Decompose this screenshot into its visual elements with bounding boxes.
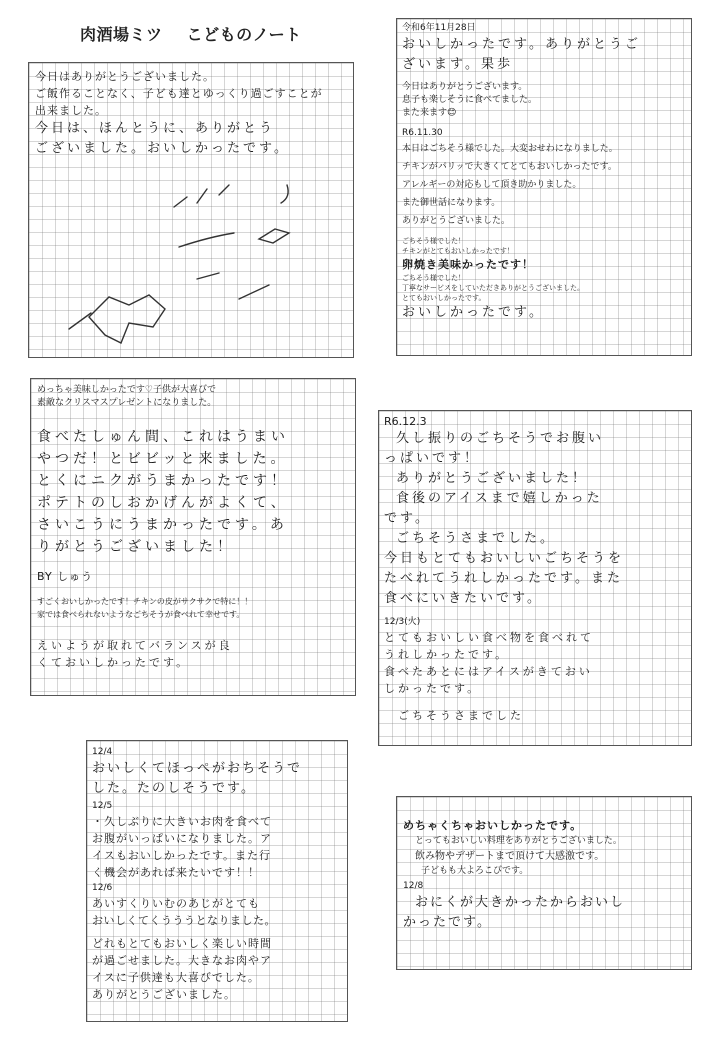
note-page-4	[378, 410, 692, 746]
child-line: しかったです。	[384, 682, 482, 695]
child-drawing	[29, 177, 353, 357]
note-line: 卵焼き美味かったです！	[402, 258, 534, 271]
shop-name: 肉酒場ミツ	[80, 25, 163, 44]
child-line: とくにニクがうまかったです！	[37, 473, 289, 489]
note-date: 12/4	[92, 747, 113, 757]
note-line: 飲み物やデザートまで頂けて大感激です。	[415, 851, 605, 862]
note-date: 12/8	[403, 881, 424, 891]
note-date: R6.12.3	[384, 415, 427, 428]
child-line: やつだ！とビビッと来ました。	[37, 451, 289, 467]
child-line: 今日もとてもおいしいごちそうを	[384, 551, 625, 566]
child-line: かったです。	[403, 915, 492, 930]
child-line: 食後のアイスまで嬉しかった	[396, 491, 603, 506]
child-line: 今日は、ほんとうに、ありがとう	[35, 121, 276, 136]
note-line: また来ます😊	[402, 108, 457, 118]
child-line: ありがとうございました！	[396, 471, 589, 486]
note-line: ご飯作ることなく、子ども達とゆっくり過ごすことが	[35, 87, 323, 100]
note-line: ありがとうございました。	[402, 216, 511, 226]
child-line: おにくが大きかったからおいし	[415, 895, 626, 910]
child-line: くておいしかったです。	[37, 656, 191, 669]
child-line: おいしかったです。ありがとうご	[402, 37, 641, 52]
note-line: チキンがパリッで大きくてとてもおいしかったです。	[402, 162, 617, 172]
note-line: 息子も楽しそうに食べてました。	[402, 95, 538, 105]
child-line: ざいます。果歩	[402, 57, 513, 72]
child-line: おいしくてほっぺがおちそうで	[92, 761, 303, 776]
note-line: めちゃくちゃおいしかったです。	[403, 819, 583, 832]
child-line: ありがとうございました。	[92, 988, 236, 1001]
note-date: 12/5	[92, 801, 113, 811]
page-title	[80, 22, 320, 45]
note-line: また御世話になります。	[402, 198, 501, 208]
note-line: ごちそう様でした！	[402, 237, 465, 245]
child-line: ございました。おいしかったです。	[35, 141, 290, 156]
child-line: うれしかったです。	[384, 648, 510, 661]
child-line: イスに子供達も大喜びでした。	[92, 971, 260, 984]
note-date: 12/3(火)	[384, 617, 421, 627]
note-line: 丁寧なサービスをしていただきありがとうございました。	[402, 284, 584, 292]
note-page-6	[396, 796, 692, 970]
child-line: とてもおいしい食べ物を食べれて	[384, 631, 594, 644]
child-line: あいすくりいむのあじがとても	[92, 897, 260, 910]
note-line: 本日はごちそう様でした。大変おせわになりました。	[402, 144, 618, 154]
note-line: 出来ました。	[35, 104, 107, 117]
note-date: 令和6年11月28日	[402, 23, 476, 33]
note-page-1	[28, 62, 354, 358]
child-line: です。	[384, 511, 431, 526]
note-line: とてもおいしかったです。	[402, 294, 486, 302]
child-line: お腹がいっぱいになりました。ア	[92, 832, 272, 845]
note-line: 今日はありがとうございます。	[402, 82, 528, 92]
child-line: えいようが取れてバランスが良	[37, 639, 233, 652]
child-line: 食べにいきたいです。	[384, 591, 543, 606]
child-line: どれもとてもおいしく楽しい時間	[92, 937, 272, 950]
child-line: ・久しぶりに大きいお肉を食べて	[92, 815, 272, 828]
child-line: っぱいです！	[384, 451, 481, 466]
note-page-3	[30, 378, 356, 696]
child-line: ごちそうさまでした	[398, 709, 524, 722]
signature: BY しゅう	[37, 570, 94, 583]
child-line: さいこうにうまかったです。あ	[37, 517, 288, 533]
note-line: 素敵なクリスマスプレゼントになりました。	[37, 398, 217, 408]
child-line: りがとうございました！	[37, 539, 235, 555]
note-date: R6.11.30	[402, 128, 443, 138]
child-line: 食べたしゅん間、これはうまい	[37, 429, 289, 445]
note-line: アレルギーの対応もして頂き助かりました。	[402, 180, 582, 190]
note-line: 家では食べられないようなごちそうが食べれて幸せです。	[37, 610, 245, 619]
note-date: 12/6	[92, 883, 113, 893]
note-page-5	[86, 740, 348, 1022]
note-line: すごくおいしかったです！チキンの皮がサクサクで特に！！	[37, 597, 253, 606]
notebook-title: こどものノート	[186, 25, 302, 44]
note-line: ごちそう様でした！	[402, 274, 465, 282]
child-line: イスもおいしかったです。また行	[92, 849, 272, 862]
child-line: 食べたあとにはアイスがきておい	[384, 665, 593, 678]
child-line: ごちそうさまでした。	[396, 531, 557, 546]
child-line: く機会があれば来たいです！！	[92, 866, 260, 879]
child-line: おいしくてくうううとなりました。	[92, 914, 276, 927]
note-line: とってもおいしい料理をありがとうございました。	[415, 836, 622, 846]
note-line: めっちゃ美味しかったです♡子供が大喜びで	[37, 385, 216, 395]
child-line: が過ごせました。大きなお肉やア	[92, 954, 272, 967]
child-line: した。たのしそうです。	[92, 781, 256, 796]
child-line: 久し振りのごちそうでお腹い	[396, 431, 605, 446]
child-line: ポテトのしおかげんがよくて、	[37, 495, 289, 511]
child-line: たべれてうれしかったです。また	[384, 571, 623, 586]
note-page-2	[396, 18, 692, 356]
note-line: 今日はありがとうございました。	[35, 70, 215, 83]
note-line: チキンがとてもおいしかったです！	[402, 247, 514, 255]
child-line: おいしかったです。	[402, 305, 545, 320]
note-line: 子どもも大よろこびです。	[421, 866, 529, 876]
